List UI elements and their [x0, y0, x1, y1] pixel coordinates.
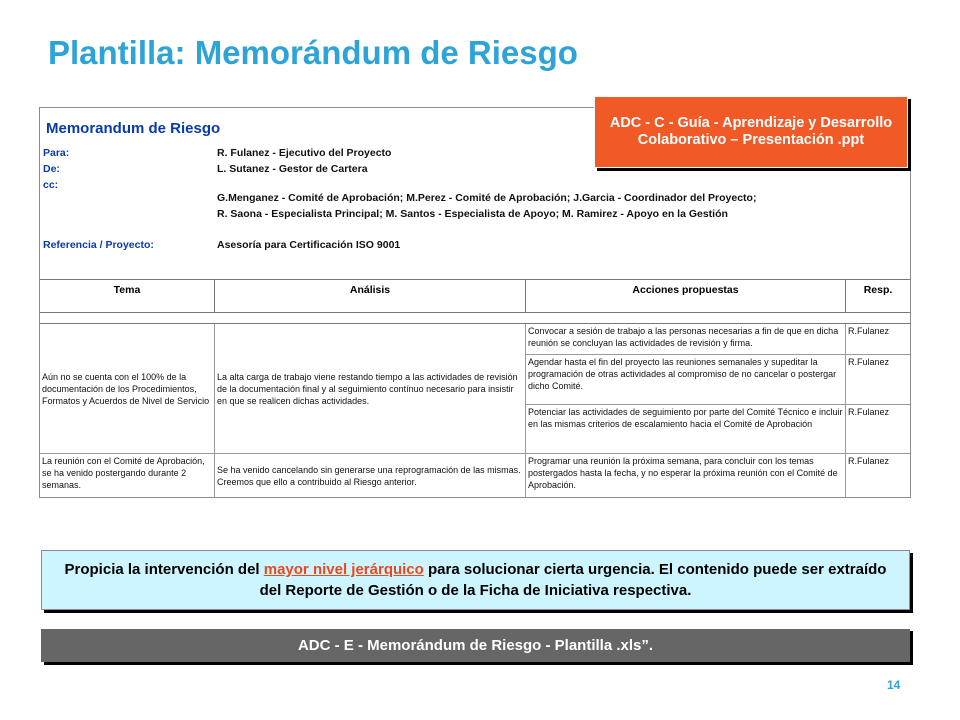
field-value-para: R. Fulanez - Ejecutivo del Proyecto — [217, 147, 392, 159]
table-cell-resp: R.Fulanez — [846, 405, 910, 454]
cc-line-2: R. Saona - Especialista Principal; M. Santos - Especialista de Apoyo; M. Ramirez - Apoyo en la Gestión — [217, 208, 728, 220]
page-number: 14 — [887, 678, 901, 692]
header-resp: Resp. — [863, 284, 893, 296]
table-cell-resp: R.Fulanez — [848, 456, 890, 466]
table-cell-tema: Aún no se cuenta con el 100% de la documentación de los Procedimientos, Formatos y Acuerdos de Nivel de Servicio — [40, 324, 215, 454]
field-label-cc: cc: — [43, 179, 59, 191]
table-cell-analisis: Se ha venido cancelando sin generarse una reprogramación de las mismas. Creemos que ello a contribuido al Riesgo anterior. — [215, 454, 526, 497]
header-analisis: Análisis — [215, 280, 526, 312]
slide-title: Plantilla: Memorándum de Riesgo — [48, 34, 578, 71]
header-acciones: Acciones propuestas — [526, 280, 846, 312]
field-value-de: L. Sutanez - Gestor de Cartera — [217, 163, 368, 175]
cc-line-1: G.Menganez - Comité de Aprobación; M.Perez - Comité de Aprobación; J.Garcia - Coordinador del Proyecto; — [217, 192, 757, 204]
table-cell-accion: Agendar hasta el fin del proyecto las reuniones semanales y supeditar la programación de otras actividades al compromiso de no cancelar o postergar dicho Comité. — [526, 355, 846, 405]
table-cell-accion: Convocar a sesión de trabajo a las personas necesarias a fin de que en dicha reunión se concluyan las actividades de revisión y firma. — [526, 324, 846, 355]
table-cell-analisis: La alta carga de trabajo viene restando tiempo a las actividades de revisión de la documentación final y al seguimiento contínuo necesario para insistir en que se realicen dichas actividades. — [215, 324, 526, 454]
description-callout — [41, 550, 910, 610]
table-cell-resp: R.Fulanez — [846, 324, 910, 355]
guide-callout: ADC - C - Guía - Aprendizaje y Desarrollo Colaborativo – Presentación .ppt — [594, 96, 908, 168]
description-text-end: para solucionar cierta urgencia. El contenido puede ser extraído del Reporte de Gestión o de la Ficha de Iniciativa respectiva. — [259, 561, 887, 599]
description-text-start: Propicia la intervención del — [64, 561, 264, 578]
field-label-referencia: Referencia / Proyecto: — [43, 239, 154, 251]
header-tema: Tema — [40, 280, 215, 312]
table-cell-accion: Potenciar las actividades de seguimiento por parte del Comité Técnico e incluir en las mismas criterios de escalamiento hacia el Comité de Aprobación — [526, 405, 846, 454]
memo-title: Memorandum de Riesgo — [46, 120, 221, 137]
table-header — [40, 279, 910, 313]
field-label-para: Para: — [43, 147, 70, 159]
field-value-referencia: Asesoría para Certificación ISO 9001 — [217, 239, 401, 251]
risk-table — [40, 323, 910, 497]
template-file-callout: ADC - E - Memorándum de Riesgo - Plantilla .xls”. — [41, 628, 910, 662]
field-label-de: De: — [43, 163, 60, 175]
table-cell-resp: R.Fulanez — [846, 355, 910, 405]
table-cell-accion: Programar una reunión la próxima semana, para concluir con los temas postergados hasta la fecha, y no esperar la próxima reunión con el Comité de Aprobación. — [526, 454, 846, 497]
hierarchy-link[interactable]: mayor nivel jerárquico — [263, 561, 424, 578]
table-cell-tema: La reunión con el Comité de Aprobación, se ha venido postergando durante 2 semanas. — [40, 454, 215, 497]
